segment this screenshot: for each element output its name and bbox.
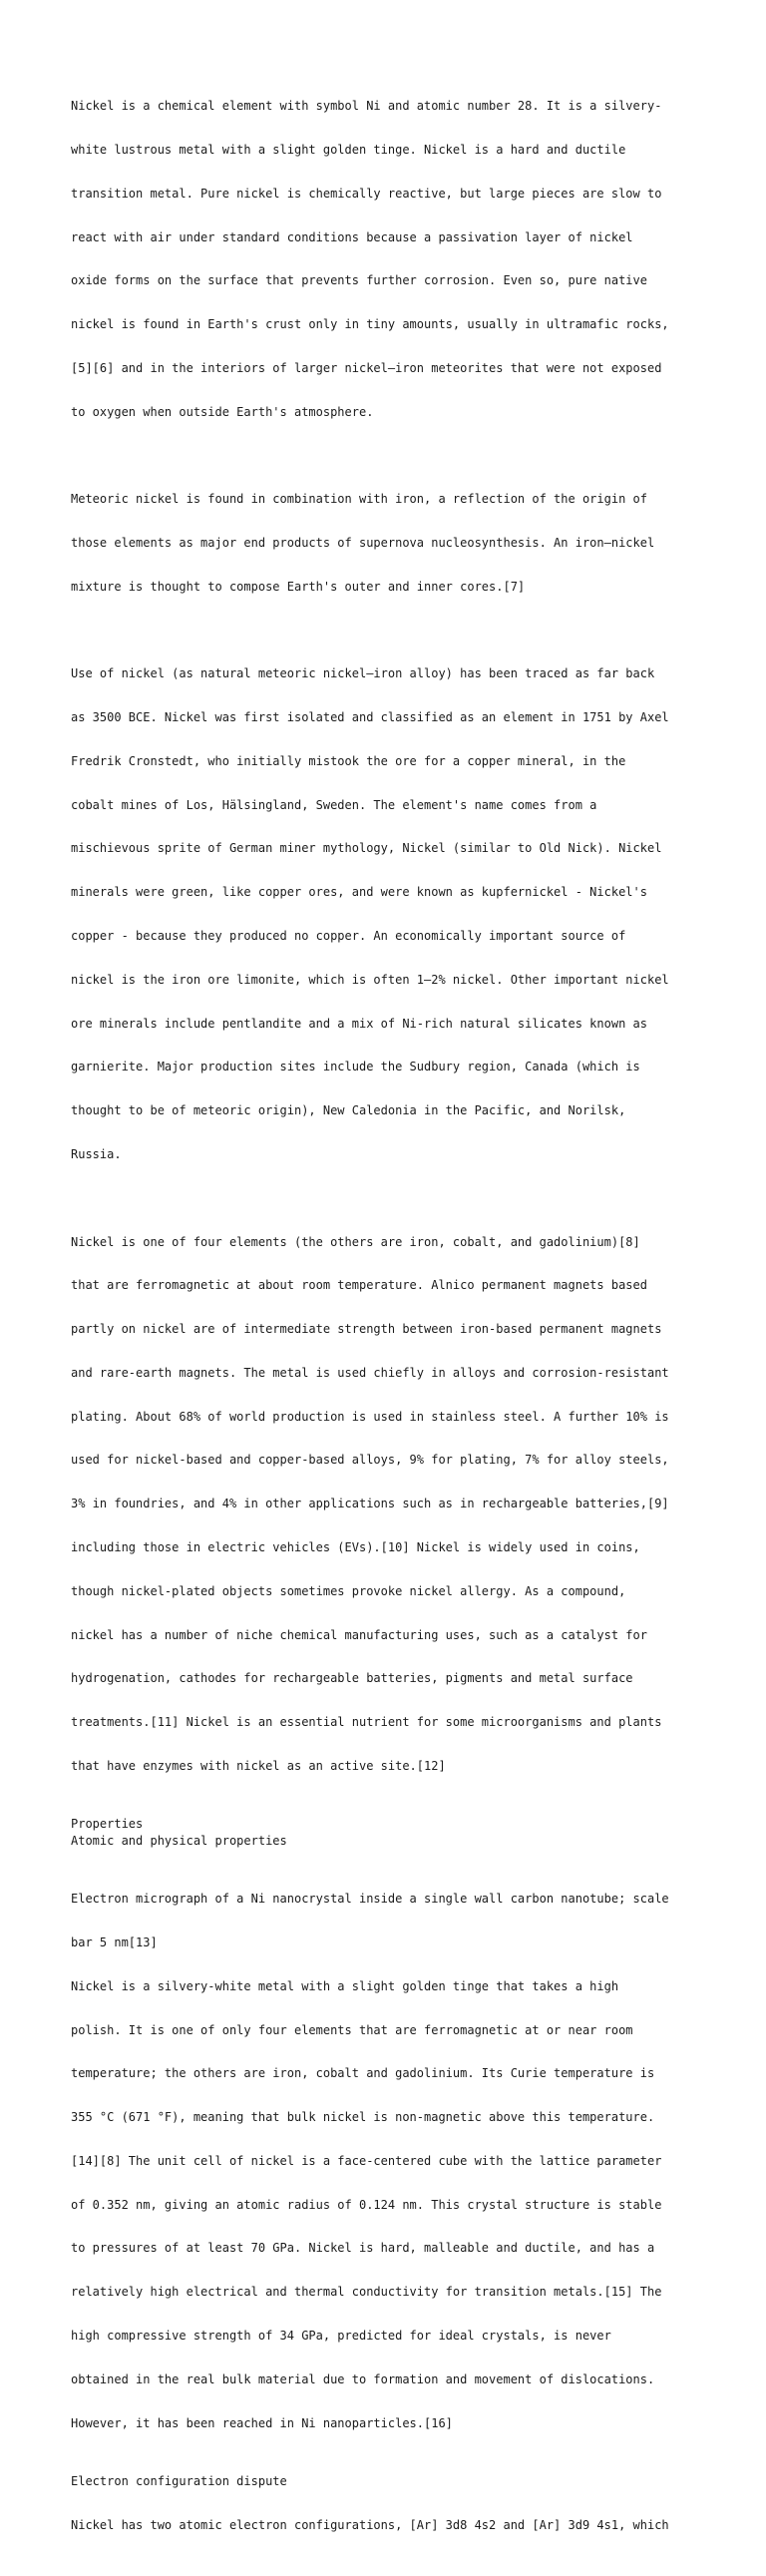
- text-line: hydrogenation, cathodes for rechargeable batteries, pigments and metal surface: [71, 1671, 633, 1686]
- text-line: as 3500 BCE. Nickel was first isolated and classified as an element in 1751 by Axel: [71, 710, 669, 725]
- paragraph-electron-configuration: [71, 2489, 709, 2562]
- text-line: Use of nickel (as natural meteoric nickel–iron alloy) has been traced as far back: [71, 666, 655, 681]
- paragraph-uses: [71, 1205, 709, 1802]
- text-line: temperature; the others are iron, cobalt and gadolinium. Its Curie temperature is: [71, 2066, 655, 2081]
- paragraph-properties: [71, 1863, 709, 2459]
- text-line: used for nickel-based and copper-based alloys, 9% for plating, 7% for alloy steels,: [71, 1453, 669, 1468]
- text-line: Russia.: [71, 1146, 122, 1161]
- text-line: 3% in foundries, and 4% in other applications such as in rechargeable batteries,[9]: [71, 1497, 669, 1511]
- text-line: though nickel-plated objects sometimes provoke nickel allergy. As a compound,: [71, 1583, 626, 1598]
- text-line: nickel is found in Earth's crust only in tiny amounts, usually in ultramafic rocks,: [71, 317, 669, 332]
- text-line: garnierite. Major production sites include the Sudbury region, Canada (which is: [71, 1060, 640, 1074]
- text-line: minerals were green, like copper ores, and were known as kupfernickel - Nickel's: [71, 885, 647, 900]
- text-line: treatments.[11] Nickel is an essential nutrient for some microorganisms and plants: [71, 1715, 662, 1730]
- text-line: [5][6] and in the interiors of larger nickel–iron meteorites that were not exposed: [71, 360, 662, 375]
- text-line: mischievous sprite of German miner mythology, Nickel (similar to Old Nick). Nickel: [71, 841, 662, 856]
- text-line: react with air under standard conditions because a passivation layer of nickel: [71, 229, 633, 244]
- text-line: ore minerals include pentlandite and a mix of Ni-rich natural silicates known as: [71, 1016, 647, 1031]
- text-line: 355 °C (671 °F), meaning that bulk nickel is non-magnetic above this temperature.: [71, 2110, 655, 2125]
- text-line: including those in electric vehicles (EVs).[10] Nickel is widely used in coins,: [71, 1539, 640, 1554]
- text-line: Fredrik Cronstedt, who initially mistook the ore for a copper mineral, in the: [71, 753, 626, 768]
- text-line: relatively high electrical and thermal conductivity for transition metals.[15] The: [71, 2285, 662, 2300]
- text-line: of 0.352 nm, giving an atomic radius of 0.124 nm. This crystal structure is stable: [71, 2197, 662, 2212]
- text-line: that have enzymes with nickel as an active site.[12]: [71, 1758, 446, 1773]
- text-line: oxide forms on the surface that prevents further corrosion. Even so, pure native: [71, 273, 647, 288]
- text-line: those elements as major end products of supernova nucleosynthesis. An iron–nickel: [71, 536, 655, 550]
- text-line: Meteoric nickel is found in combination with iron, a reflection of the origin of: [71, 492, 647, 507]
- paragraph-history: [71, 638, 709, 1191]
- text-line: obtained in the real bulk material due to formation and movement of dislocations.: [71, 2371, 655, 2386]
- text-line: to pressures of at least 70 GPa. Nickel is hard, malleable and ductile, and has a: [71, 2241, 655, 2256]
- text-line: transition metal. Pure nickel is chemically reactive, but large pieces are slow to: [71, 186, 662, 201]
- text-line: and rare-earth magnets. The metal is used chiefly in alloys and corrosion-resistant: [71, 1365, 669, 1380]
- text-line: plating. About 68% of world production is used in stainless steel. A further 10% is: [71, 1409, 669, 1424]
- subsection-heading-atomic: Atomic and physical properties: [71, 1833, 287, 1848]
- text-line: However, it has been reached in Ni nanoparticles.[16]: [71, 2415, 453, 2430]
- text-line: cobalt mines of Los, Hälsingland, Sweden. The element's name comes from a: [71, 797, 597, 812]
- text-line: mixture is thought to compose Earth's outer and inner cores.[7]: [71, 579, 526, 594]
- text-line: that are ferromagnetic at about room temperature. Alnico permanent magnets based: [71, 1278, 647, 1293]
- text-line: copper - because they produced no copper. An economically important source of: [71, 929, 626, 944]
- text-line: bar 5 nm[13]: [71, 1935, 158, 1949]
- text-line: thought to be of meteoric origin), New Caledonia in the Pacific, and Norilsk,: [71, 1103, 626, 1118]
- text-line: nickel is the iron ore limonite, which is often 1–2% nickel. Other important nickel: [71, 972, 669, 987]
- text-line: Nickel is one of four elements (the others are iron, cobalt, and gadolinium)[8]: [71, 1234, 640, 1249]
- text-line: Nickel has two atomic electron configurations, [Ar] 3d8 4s2 and [Ar] 3d9 4s1, which: [71, 2517, 669, 2532]
- text-line: polish. It is one of only four elements that are ferromagnetic at or near room: [71, 2022, 633, 2037]
- text-line: nickel has a number of niche chemical manufacturing uses, such as a catalyst for: [71, 1627, 647, 1642]
- text-line: Nickel is a chemical element with symbol Ni and atomic number 28. It is a silvery-: [71, 99, 662, 114]
- text-line: Electron micrograph of a Ni nanocrystal inside a single wall carbon nanotube; scale: [71, 1892, 669, 1907]
- paragraph-meteoric: [71, 463, 709, 624]
- text-line: partly on nickel are of intermediate strength between iron-based permanent magnets: [71, 1322, 662, 1337]
- document-page: [71, 70, 709, 2576]
- text-line: to oxygen when outside Earth's atmosphere.: [71, 404, 374, 419]
- text-line: high compressive strength of 34 GPa, predicted for ideal crystals, is never: [71, 2329, 611, 2344]
- text-line: [14][8] The unit cell of nickel is a face-centered cube with the lattice parameter: [71, 2153, 662, 2168]
- text-line: white lustrous metal with a slight golden tinge. Nickel is a hard and ductile: [71, 142, 626, 157]
- text-line: Nickel is a silvery-white metal with a slight golden tinge that takes a high: [71, 1978, 619, 1993]
- section-heading-properties: Properties: [71, 1817, 144, 1832]
- subsection-heading-electron-configuration: Electron configuration dispute: [71, 2473, 287, 2488]
- paragraph-intro: [71, 70, 709, 448]
